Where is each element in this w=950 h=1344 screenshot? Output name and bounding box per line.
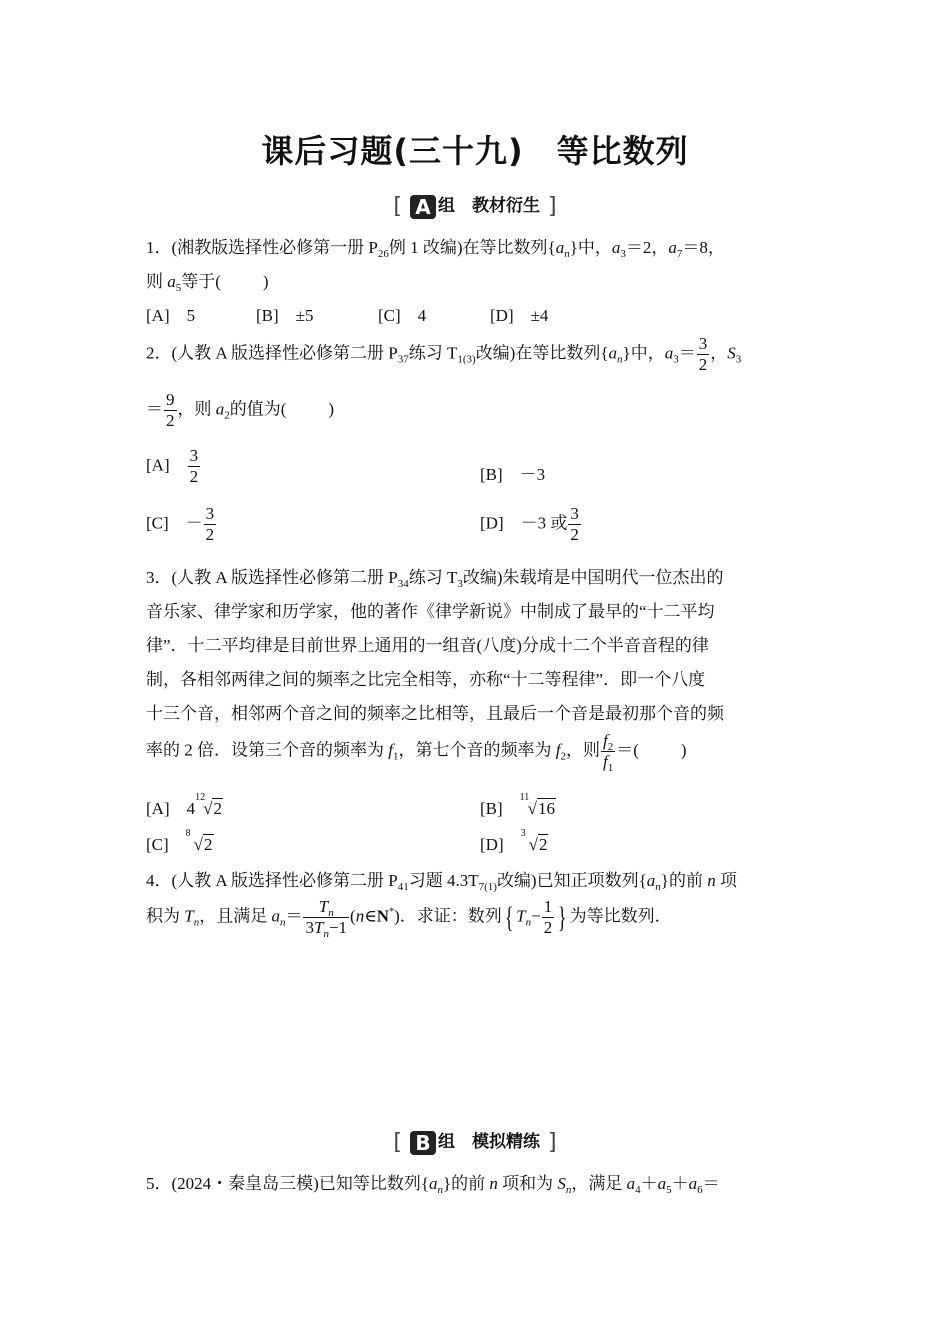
q3-option-c[interactable]: [C] 8 √2 (146, 828, 213, 854)
q2-option-d[interactable]: [D] －3 或 $\frac{3}{2}$ (480, 504, 579, 544)
q3-option-a[interactable]: [A] 4 12 √2 (146, 792, 222, 818)
q1-line-1: 1．(湘教版选择性必修第一册 $P_{26}$例 1 改编)在等比数列$\{a_n\}$中，$a_3=2$，$a_7=8$， (146, 238, 725, 260)
bracket-right: ] (548, 1130, 557, 1155)
q3-line-4: 制，各相邻两律之间的频率之比完全相等，亦称“十二等程律”．即一个八度 (146, 670, 706, 689)
q1-option-a[interactable]: [A] 5 (146, 306, 196, 325)
bracket-left: [ (393, 194, 402, 219)
q2-line-1: 2．(人教 A 版选择性必修第二册 $P_{37}$练习 $T_{1(3)}$改编)在等比数列$\{a_n\}$中，$a_3=$ $\frac{3}{2}$ ，$S_3$ (146, 334, 742, 374)
bracket-left: [ (393, 1130, 402, 1155)
q5-line-1: 5．(2024・秦皇岛三模)已知等比数列$\{a_n\}$的前 n 项和为 $S_n$，满足 $a_4+a_5+a_6=$ (146, 1174, 720, 1196)
q2-line-2: ＝ $\frac{9}{2}$ ，则 $a_2$的值为( ) (146, 390, 335, 430)
q2-option-a[interactable]: [A] $\frac{3}{2}$ (146, 446, 199, 486)
fraction-3-2: $\frac{3}{2}$ (698, 334, 708, 374)
fraction-1-2: $\frac{1}{2}$ (543, 897, 553, 937)
q3-option-d[interactable]: [D] 3 √2 (480, 828, 548, 854)
page-title: 课后习题(三十九) 等比数列 (261, 132, 689, 170)
q3-line-3: 律”．十二平均律是目前世界上通用的一组音(八度)分成十二个半音音程的律 (146, 636, 709, 655)
q1-option-d[interactable]: [D] ±4 (490, 306, 549, 325)
fraction-tn: $\frac{T_n}{3T_n-1}$ (305, 897, 348, 940)
group-b-letter: B (410, 1131, 436, 1155)
q1-option-b[interactable]: [B] ±5 (256, 306, 314, 325)
q3-option-b[interactable]: [B] 11 √16 (480, 792, 556, 818)
q1-line-2: 则 $a_5$等于( ) (146, 272, 269, 294)
q3-line-5: 十三个音，相邻两个音之间的频率之比相等，且最后一个音是最初那个音的频 (146, 704, 724, 723)
group-a-label: 组 教材衍生 (438, 196, 540, 216)
q4-line-1: 4．(人教 A 版选择性必修第二册 $P_{41}$习题 $4.3T_{7(1)}$改编)已知正项数列$\{a_n\}$的前 n 项 (146, 871, 737, 893)
q1-option-c[interactable]: [C] 4 (378, 306, 427, 325)
fraction-9-2: $\frac{9}{2}$ (166, 390, 175, 430)
group-a-letter: A (410, 195, 436, 219)
q2-option-b[interactable]: [B] －3 (480, 465, 546, 484)
group-b-heading (0, 1127, 950, 1155)
q4-line-2: 积为 $T_n$，且满足 $a_n=$ $\frac{T_n}{3T_n-1}$ (n∈N*)．求证：数列{ $T_n-$ $\frac{1}{2}$ } 为等比数列． (146, 897, 672, 940)
group-a-heading (0, 191, 950, 219)
q3-line-6: 率的 2 倍．设第三个音的频率为 $f_1$，第七个音的频率为 $f_2$，则 $\frac{f_2}{f_1}$ ＝( ) (146, 731, 687, 774)
group-b-label: 组 模拟精练 (438, 1132, 540, 1152)
q3-line-2: 音乐家、律学家和历学家，他的著作《律学新说》中制成了最早的“十二平均 (146, 602, 715, 621)
fraction-f2-f1: $\frac{f_2}{f_1}$ (602, 731, 614, 774)
q2-option-c[interactable]: [C] － $\frac{3}{2}$ (146, 504, 215, 544)
q3-line-1: 3．(人教 A 版选择性必修第二册 $P_{34}$练习 $T_3$改编)朱载堉是中国明代一位杰出的 (146, 568, 724, 590)
bracket-right: ] (548, 194, 557, 219)
